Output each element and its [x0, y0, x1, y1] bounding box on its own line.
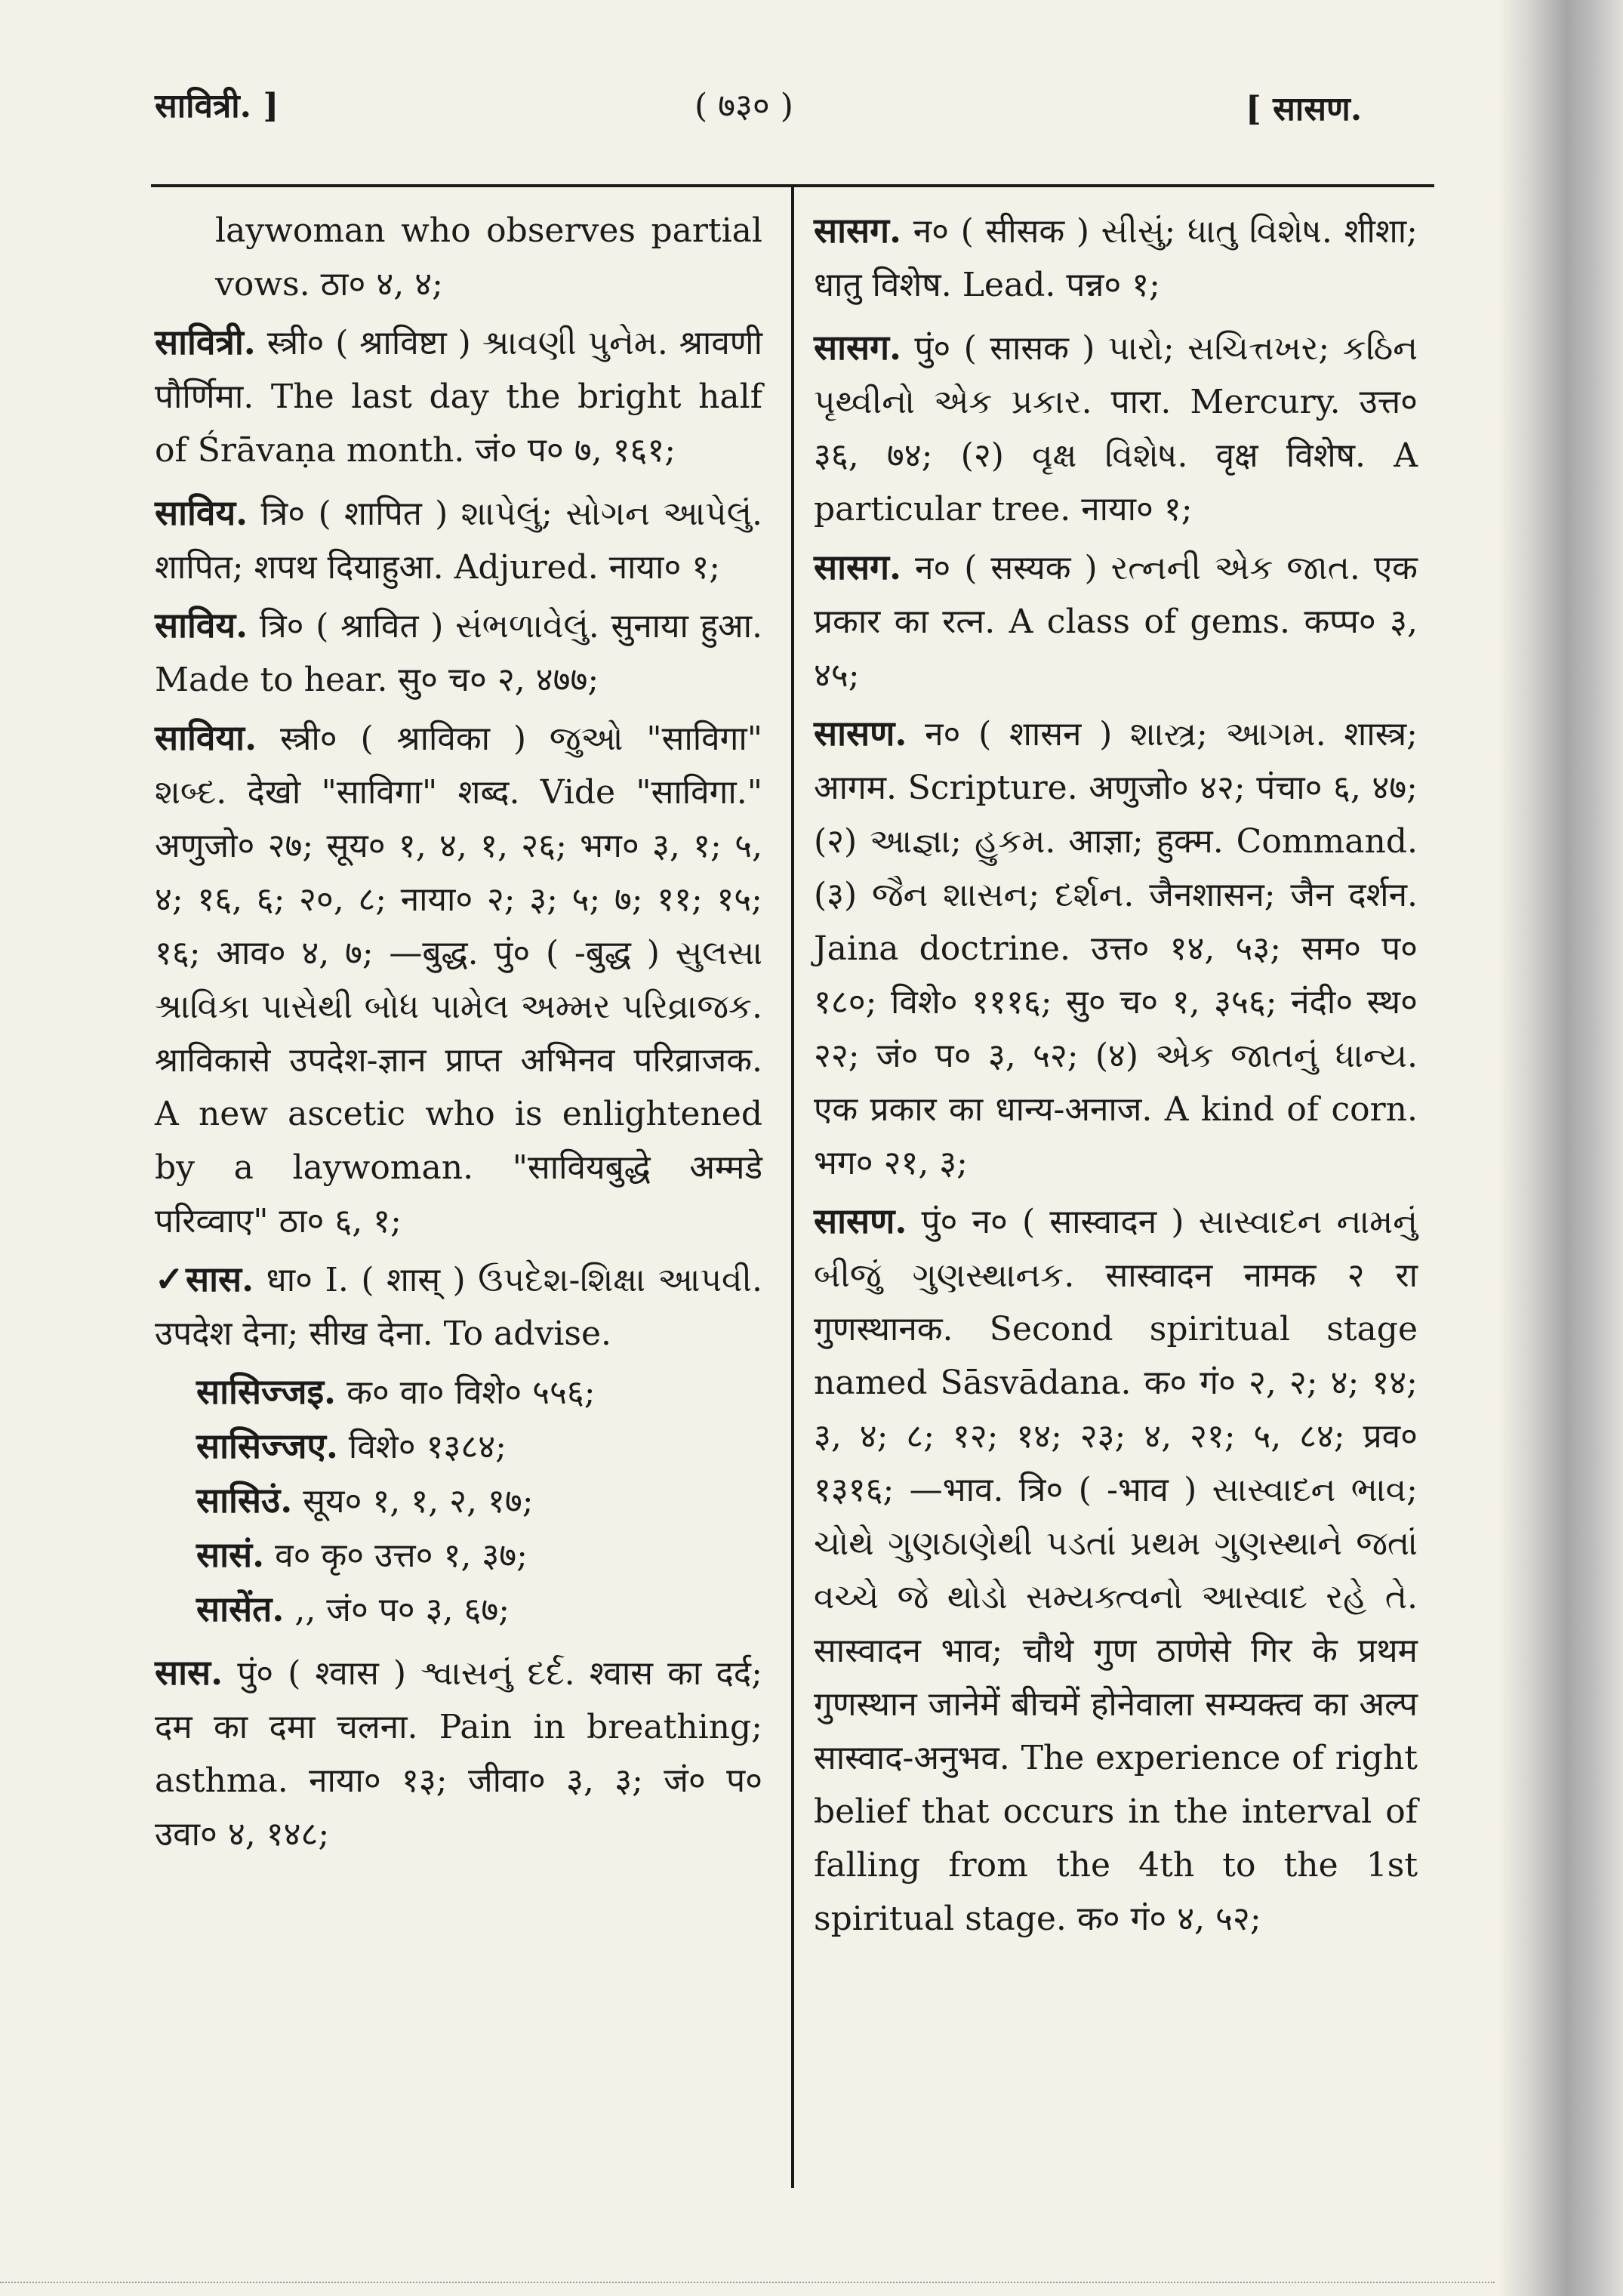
entry-sasag-mercury	[814, 321, 1418, 536]
headword: सासग.	[814, 327, 902, 368]
entry-sasan-scripture	[814, 707, 1418, 1190]
sub-form: सासिज्जए. विशे० १३८४;	[196, 1425, 507, 1466]
definition: पुं० ( श्वास ) શ્વાસનું દર્દ. श्वास का दर्द; दम का दमा चलना. Pain in breathing; asthma. नाया० १३; जीवा० ३, ३; जं० प० उवा० ४, १४८;	[155, 1654, 762, 1854]
entry-saviya-fem	[155, 711, 762, 1248]
running-head-left: सावित्री. ]	[155, 87, 279, 125]
headword: सासग.	[814, 547, 902, 587]
column-divider	[791, 187, 794, 2188]
page-header	[0, 0, 1495, 181]
entry-sas-noun	[155, 1646, 762, 1861]
binding-gutter	[1498, 0, 1623, 2296]
left-column	[155, 204, 762, 1866]
definition: त्रि० ( श्रावित ) સંભળાવેલું. सुनाया हुआ. Made to hear. सु० च० २, ४७७;	[155, 607, 762, 699]
page-number: ( ७३० )	[694, 87, 793, 125]
sub-form: सासेंत. ,, जं० प० ३, ६७;	[196, 1589, 510, 1629]
root-checkmark: ✓	[155, 1259, 186, 1299]
continued-entry: laywoman who observes partial vows. ठा० ४, ४;	[215, 211, 762, 304]
definition: धा० I. ( शास् ) ઉપદેશ-શિક્ષા આપવી. उपदेश देना; सीख देना. To advise.	[155, 1261, 762, 1353]
headword: सासग.	[814, 210, 902, 251]
headword: साविय.	[155, 605, 248, 646]
sub-form: सासं. व० कृ० उत्त० १, ३७;	[196, 1534, 528, 1575]
bottom-dotted-rule	[0, 2282, 1495, 2284]
headword: सास.	[155, 1652, 223, 1693]
running-head-right: [ सासण.	[1246, 90, 1363, 128]
headword: सासण.	[814, 713, 907, 754]
headword: सावित्री.	[155, 322, 256, 362]
definition: त्रि० ( शापित ) શાપેલું; સોગન આપેલું. शापित; शपथ दियाहुआ. Adjured. नाया० १;	[155, 495, 762, 587]
sub-form: सासिउं. सूय० १, १, २, १७;	[196, 1480, 534, 1521]
entry-sas-verb	[155, 1253, 762, 1361]
entry-sasag-lead	[814, 204, 1418, 312]
definition: स्त्री० ( श्राविष्टा ) શ્રાવણી પુનેમ. श्रावणी पौर्णिमा. The last day the bright half of Śrāvaṇa month. जं० प० ७, १६१;	[155, 324, 762, 470]
entry-saviya-1	[155, 486, 762, 594]
headword: साविया.	[155, 717, 257, 758]
entry-sasag-gem	[814, 541, 1418, 702]
right-column	[814, 204, 1418, 1950]
sub-form: सासिज्जइ. क० वा० विशे० ५५६;	[196, 1371, 596, 1412]
headword: सासण.	[814, 1200, 907, 1241]
entry-savitthi	[155, 316, 762, 477]
definition: पुं० ( सासक ) પારો; સચિત્તખર; કઠિન પૃથ્વીનો એક પ્રકાર. पारा. Mercury. उत्त० ३६, ७४; (२) વૃક્ષ વિશેષ. वृक्ष विशेष. A particular tree. नाया० १;	[814, 329, 1418, 529]
definition: न० ( सस्यक ) રત્નની એક જાત. एक प्रकार का रत्न. A class of gems. कप्प० ३, ४५;	[814, 549, 1418, 695]
headword: सास.	[186, 1259, 254, 1299]
headword: साविय.	[155, 492, 248, 533]
definition: न० ( शासन ) શાસ્ત્ર; આગમ. शास्त्र; आगम. Scripture. अणुजो० ४२; पंचा० ६, ४७; (२) આજ્ઞા; હુકમ. आज्ञा; हुक्म. Command. (३) જૈન શાસન; દર્શન. जैनशासन; जैन दर्शन. Jaina doctrine. उत्त० १४, ५३; सम० प० १८०; विशे० १११६; सु० च० १, ३५६; नंदी० स्थ० २२; जं० प० ३, ५२; (४) એક જાતનું ધાન્ય. एक प्रकार का धान्य-अनाज. A kind of corn. भग० २१, ३;	[814, 715, 1418, 1182]
definition: पुं० न० ( सास्वादन ) સાસ્વાદન નામનું બીજું ગુણસ્થાનક. सास्वादन नामक २ रा गुणस्थानक. Second spiritual stage named Sāsvādana. क० गं० २, २; ४; १४; ३, ४; ८; १२; १४; २३; ४, २१; ५, ८४; प्रव० १३१६; —भाव. त्रि० ( -भाव ) સાસ્વાદન ભાવ; ચોથે ગુણઠાણેથી પડતાં પ્રથમ ગુણસ્થાને જતાં વચ્ચે જે થોડો સમ્યક્ત્વનો આસ્વાદ રહે તે. सास्वादन भाव; चौथे गुण ठाणेसे गिर के प्रथम गुणस्थान जानेमें बीचमें होनेवाला सम्यक्त्व का अल्प सास्वाद-अनुभव. The experience of right belief that occurs in the interval of falling from the 4th to the 1st spiritual stage. क० गं० ४, ५२;	[814, 1203, 1418, 1938]
entry-sasan-sasvadana	[814, 1194, 1418, 1946]
entry-saviya-2	[155, 599, 762, 707]
definition: स्त्री० ( श्राविका ) જુઓ "साविगा" શબ્દ. देखो "साविगा" शब्द. Vide "साविगा." अणुजो० २७; सूय० १, ४, १, २६; भग० ३, १; ५, ४; १६, ६; २०, ८; नाया० २; ३; ५; ७; ११; १५; १६; आव० ४, ७; —बुद्ध. पुं० ( -बुद्ध ) સુલસા શ્રાવિકા પાસેથી બોધ પામેલ અમ્મર પરિવ્રાજક. श्राविकासे उपदेश-ज्ञान प्राप्त अभिनव परिव्राजक. A new ascetic who is enlightened by a laywoman. "सावियबुद्धे अम्मडे परिव्वाए" ठा० ६, १;	[155, 720, 762, 1240]
definition: न० ( सीसक ) સીસું; ધાતુ વિશેષ. शीशा; धातु विशेष. Lead. पन्न० १;	[814, 212, 1418, 304]
